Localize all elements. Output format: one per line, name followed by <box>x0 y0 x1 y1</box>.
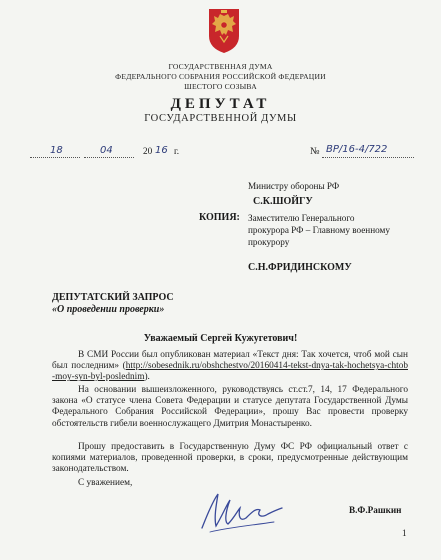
copy-recipient-line1: Заместителю Генерального <box>248 213 355 223</box>
header-line-duma: ГОСУДАРСТВЕННАЯ ДУМА <box>168 62 273 71</box>
date-year-suffix: 16 <box>155 145 168 156</box>
date-year-prefix: 20 <box>143 146 153 156</box>
addressee-name: С.К.ШОЙГУ <box>253 196 313 207</box>
signer-name: В.Ф.Рашкин <box>349 505 402 515</box>
date-g: г. <box>174 146 180 156</box>
number-label: № <box>310 146 320 157</box>
greeting: Уважаемый Сергей Кужугетович! <box>143 333 298 344</box>
body-paragraph-3: Прошу предоставить в Государственную Думу ФС РФ официальный ответ с копиями материалов, проведенной проверки, в сроки, предусмотренные действующим законодательством. <box>52 442 408 475</box>
paragraph-1-text: В СМИ России был опубликован материал «Текст дня: Так хочется, чтоб мой сын был последним» ( <box>52 350 408 372</box>
body-paragraph-2: На основании вышеизложенного, руководствуясь ст.ст.7, 14, 17 Федерального закона «О статусе члена Совета Федерации и статусе депутата Государственной Думы Федерального Собрания Российской Федерации», прошу Вас провести проверку обстоятельств гибели военнослужащего Дмитрия Монастыренко. <box>52 385 408 429</box>
date-month: 04 <box>100 145 113 156</box>
coat-of-arms-emblem <box>206 6 242 54</box>
date-day: 18 <box>50 145 63 156</box>
copy-recipient-line2: прокурора РФ – Главному военному <box>248 225 390 235</box>
header-line-convocation: ШЕСТОГО СОЗЫВА <box>184 82 257 91</box>
date-day-line <box>30 157 80 158</box>
request-title: ДЕПУТАТСКИЙ ЗАПРОС <box>52 292 174 303</box>
body-paragraph-1 <box>52 350 408 384</box>
request-subject: «О проведении проверки» <box>52 304 165 315</box>
date-month-line <box>84 157 134 158</box>
copy-recipient-name: С.Н.ФРИДИНСКОМУ <box>248 262 352 273</box>
letter-number: ВР/16-4/722 <box>326 144 388 155</box>
letter-number-line <box>322 157 414 158</box>
source-link[interactable]: http://sobesednik.ru/obshchestvo/20160414-tekst-dnya-tak-hochetsya-chtob-moy-syn-byl-poslednim <box>52 361 408 383</box>
addressee-position: Министру обороны РФ <box>248 181 340 191</box>
copy-recipient-line3: прокурору <box>248 237 290 247</box>
header-subtitle: ГОСУДАРСТВЕННОЙ ДУМЫ <box>144 113 297 124</box>
closing: С уважением, <box>78 478 133 488</box>
header-line-assembly: ФЕДЕРАЛЬНОГО СОБРАНИЯ РОССИЙСКОЙ ФЕДЕРАЦИИ <box>115 72 326 81</box>
paragraph-1-end: ). <box>144 372 150 383</box>
page-number: 1 <box>402 528 407 538</box>
header-title: ДЕПУТАТ <box>170 96 271 112</box>
handwritten-signature <box>196 488 286 534</box>
copy-label: КОПИЯ: <box>199 212 240 223</box>
